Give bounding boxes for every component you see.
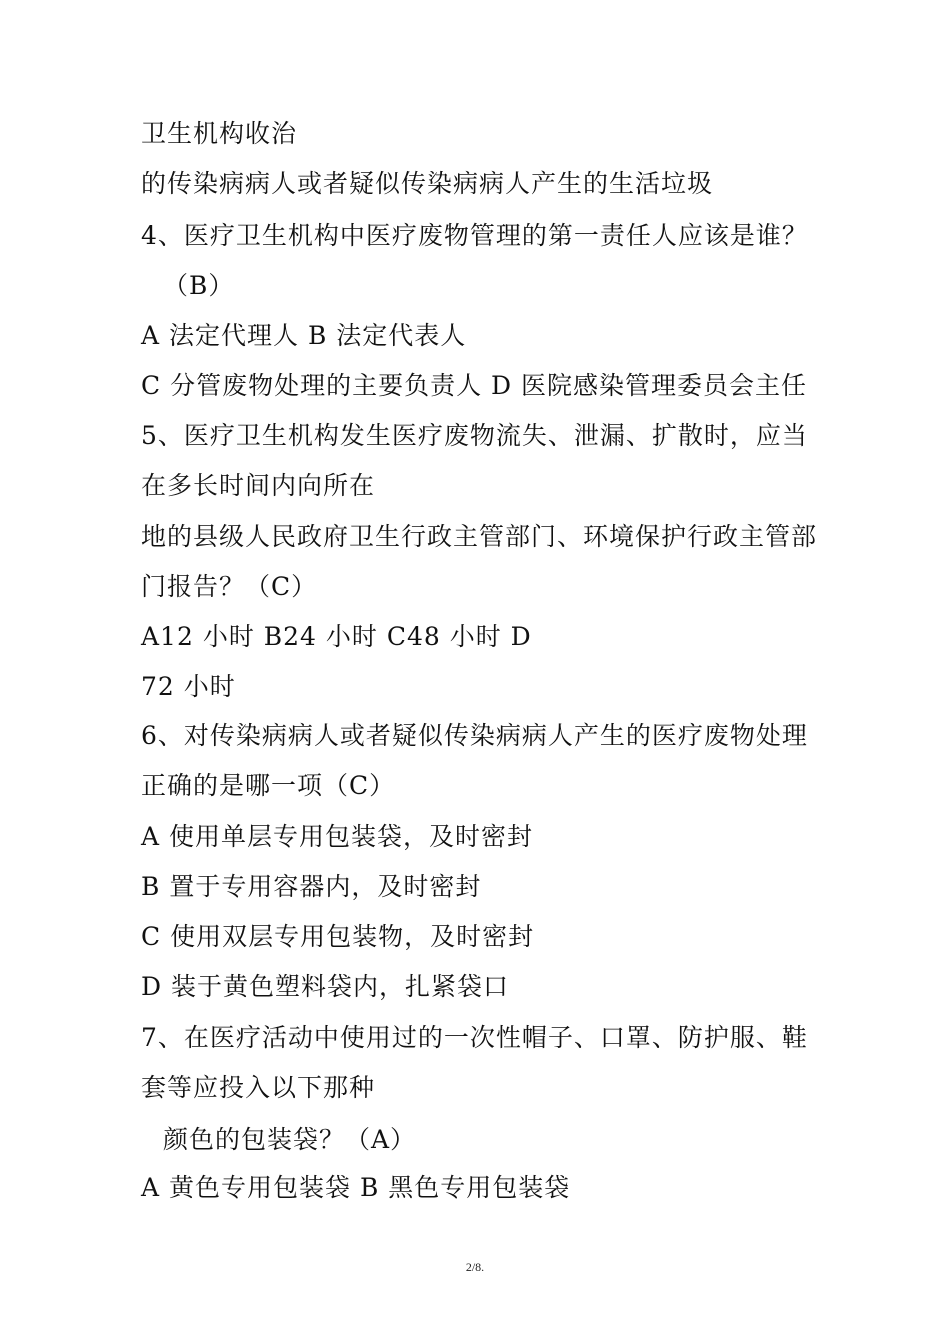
- option-6a: A 使用单层专用包装袋，及时密封: [141, 822, 534, 851]
- page-number: 2/8.: [465, 1260, 485, 1274]
- options-5-cont: 72 小时: [141, 672, 236, 701]
- question-4: 4、医疗卫生机构中医疗废物管理的第一责任人应该是谁？: [141, 221, 808, 250]
- option-6b: B 置于专用容器内，及时密封: [141, 872, 482, 901]
- text-line: 的传染病病人或者疑似传染病病人产生的生活垃圾: [141, 169, 714, 198]
- question-7-answer: 颜色的包装袋？（A）: [163, 1125, 417, 1154]
- question-7-cont: 套等应投入以下那种: [141, 1073, 376, 1102]
- text-line: 卫生机构收治: [141, 119, 298, 148]
- question-5: 5、医疗卫生机构发生医疗废物流失、泄漏、扩散时，应当: [141, 421, 808, 450]
- question-6: 6、对传染病病人或者疑似传染病病人产生的医疗废物处理: [141, 721, 808, 750]
- options-4-cd: C 分管废物处理的主要负责人 D 医院感染管理委员会主任: [141, 371, 808, 400]
- question-6-answer: 正确的是哪一项（C）: [141, 771, 396, 800]
- option-6c: C 使用双层专用包装物，及时密封: [141, 922, 535, 951]
- question-5-cont: 地的县级人民政府卫生行政主管部门、环境保护行政主管部: [141, 522, 818, 551]
- question-5-cont: 在多长时间内向所在: [141, 471, 376, 500]
- question-7: 7、在医疗活动中使用过的一次性帽子、口罩、防护服、鞋: [141, 1023, 808, 1052]
- options-4-ab: A 法定代理人 B 法定代表人: [141, 321, 467, 350]
- option-6d: D 装于黄色塑料袋内，扎紧袋口: [141, 972, 509, 1001]
- options-7-ab: A 黄色专用包装袋 B 黑色专用包装袋: [141, 1173, 571, 1202]
- question-5-answer: 门报告？（C）: [141, 572, 318, 601]
- options-5: A12 小时 B24 小时 C48 小时 D: [141, 622, 532, 651]
- answer-4: （B）: [163, 271, 235, 300]
